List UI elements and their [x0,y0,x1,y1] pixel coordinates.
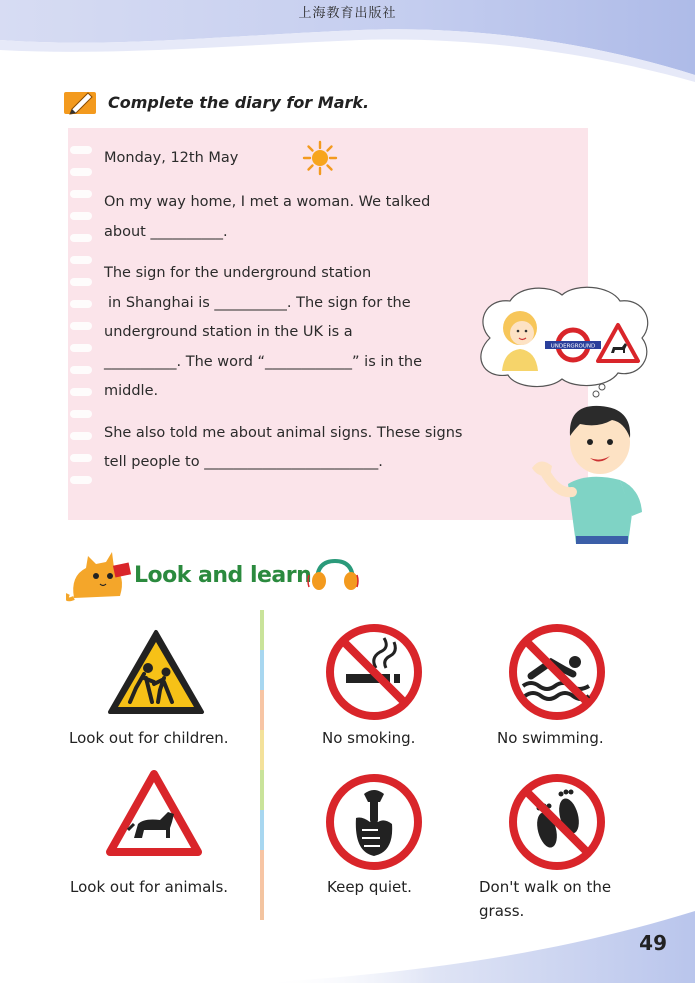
no-walking-on-grass-icon [507,772,607,872]
sign-caption-line: grass. [479,902,525,920]
notepad-binding [68,128,98,520]
sign-caption: No swimming. [497,729,604,747]
sun-icon [302,140,338,176]
boy-illustration [528,384,650,544]
cat-mascot-icon [66,546,134,604]
exercise-title: Complete the diary for Mark. [108,92,370,112]
publisher-name: 上海教育出版社 [298,6,397,21]
sign-caption: Look out for animals. [70,878,229,896]
children-crossing-icon [106,626,206,726]
animals-crossing-icon [104,766,204,866]
column-divider [258,610,266,920]
diary-line: The sign for the underground station [104,265,372,281]
diary-date: Monday, 12th May [104,150,239,166]
sign-caption: Look out for children. [69,729,229,747]
no-swimming-icon [507,622,607,722]
diary-line: She also told me about animal signs. These signs [104,424,463,441]
no-smoking-icon [324,622,424,722]
diary-line: tell people to ________________________. [104,454,383,470]
exercise-heading [64,86,369,118]
svg-text:UNDERGROUND: UNDERGROUND [550,343,596,350]
sign-caption: No smoking. [322,729,416,747]
sign-caption: Keep quiet. [327,878,412,896]
headphones-icon [307,555,359,593]
thought-bubble [470,283,655,393]
look-and-learn-title: Look and learn [134,563,312,588]
diary-line: On my way home, I met a woman. We talked [104,194,431,210]
sign-caption-line: Don't walk on the [479,878,612,896]
diary-line: middle. [104,383,159,399]
keep-quiet-icon [324,772,424,872]
diary-line: __________. The word “____________” is in the [104,353,422,370]
diary-line: in Shanghai is __________. The sign for the [108,294,411,311]
page-number: 49 [639,931,667,955]
diary-text [104,140,484,478]
bottom-wave-banner [0,903,695,983]
diary-line: about __________. [104,223,228,240]
diary-line: underground station in the UK is a [104,324,353,340]
pencil-icon [64,89,98,115]
